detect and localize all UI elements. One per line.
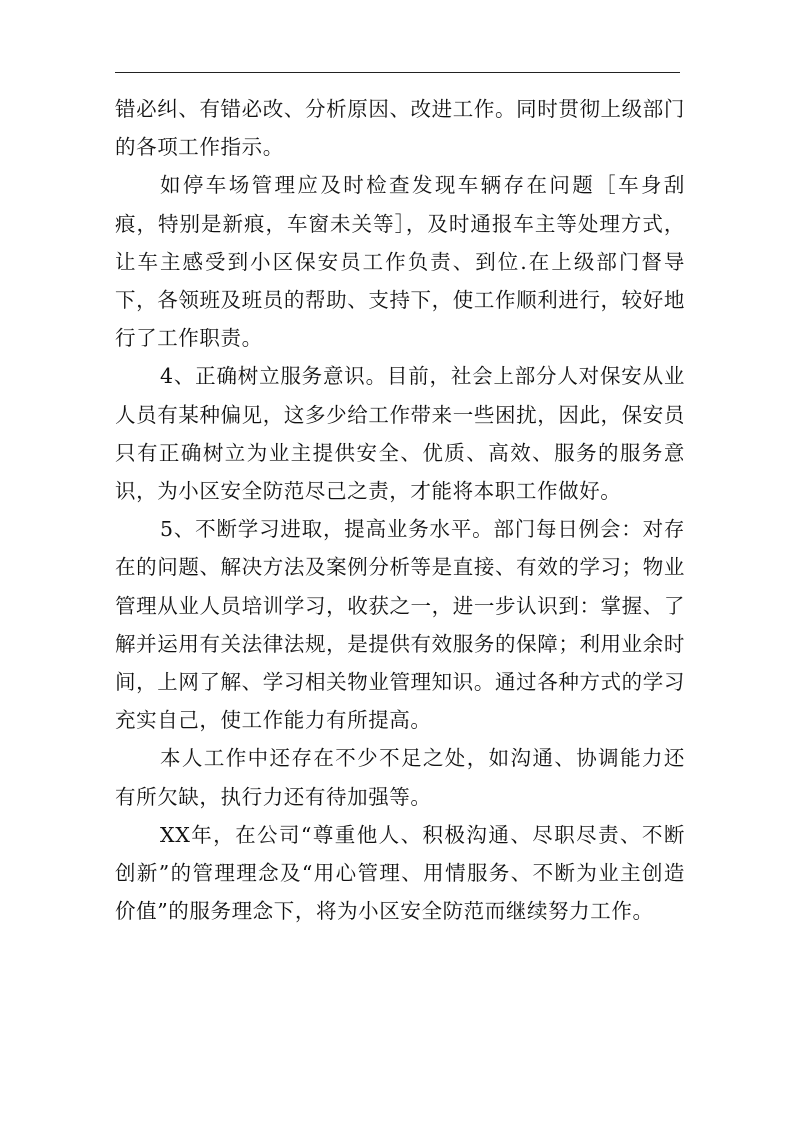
header-rule [115,72,680,73]
document-body [115,90,685,930]
paragraph-1: 错必纠、有错必改、分析原因、改进工作。同时贯彻上级部门的各项工作指示。 [115,97,685,160]
paragraph-2: 如停车场管理应及时检查发现车辆存在问题［车身刮痕，特别是新痕，车窗未关等］，及时通报车主等处理方式，让车主感受到小区保安员工作负责、到位.在上级部门督导下，各领班及班员的帮助、支持下，使工作顺利进行，较好地行了工作职责。 [115,173,685,351]
paragraph-3: 4、正确树立服务意识。目前，社会上部分人对保安从业人员有某种偏见，这多少给工作带来一些困扰，因此，保安员只有正确树立为业主提供安全、优质、高效、服务的服务意识，为小区安全防范尽己之责，才能将本职工作做好。 [115,364,685,504]
paragraph-6: XX年，在公司“尊重他人、积极沟通、尽职尽责、不断创新”的管理理念及“用心管理、用情服务、不断为业主创造价值”的服务理念下，将为小区安全防范而继续努力工作。 [115,822,685,924]
paragraph-5: 本人工作中还存在不少不足之处，如沟通、协调能力还有所欠缺，执行力还有待加强等。 [115,746,685,809]
paragraph-4: 5、不断学习进取，提高业务水平。部门每日例会：对存在的问题、解决方法及案例分析等是直接、有效的学习；物业管理从业人员培训学习，收获之一，进一步认识到：掌握、了解并运用有关法律法规，是提供有效服务的保障；利用业余时间，上网了解、学习相关物业管理知识。通过各种方式的学习充实自己，使工作能力有所提高。 [115,517,685,733]
